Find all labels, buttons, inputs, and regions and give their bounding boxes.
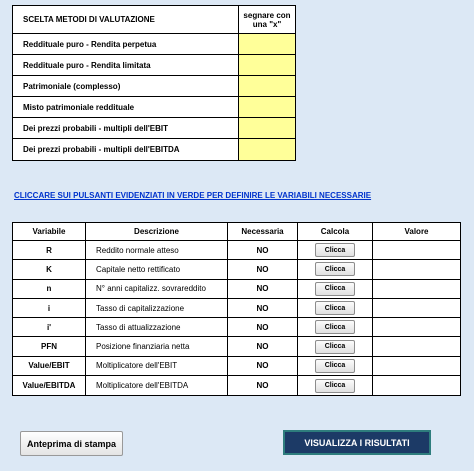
show-results-button[interactable]: VISUALIZZA I RISULTATI <box>283 430 431 455</box>
method-mark-cell[interactable] <box>239 34 295 54</box>
method-row <box>13 118 295 139</box>
variable-value <box>373 280 460 298</box>
variable-row-value-ebitda <box>13 376 460 395</box>
variable-row-i-prime <box>13 318 460 337</box>
variable-symbol: i' <box>13 318 86 336</box>
variable-necessaria: NO <box>228 376 298 395</box>
clicca-button-pfn[interactable]: Clicca <box>315 340 355 354</box>
variable-necessaria: NO <box>228 280 298 298</box>
variable-necessaria: NO <box>228 241 298 259</box>
method-mark-cell[interactable] <box>239 76 295 96</box>
variable-necessaria: NO <box>228 260 298 278</box>
method-label: Patrimoniale (complesso) <box>13 76 239 96</box>
variable-symbol: R <box>13 241 86 259</box>
variable-row-k <box>13 260 460 279</box>
method-label: Reddituale puro - Rendita limitata <box>13 55 239 75</box>
variable-value <box>373 337 460 355</box>
variable-description: Moltiplicatore dell'EBITDA <box>86 376 228 395</box>
variable-description: Reddito normale atteso <box>86 241 228 259</box>
clicca-button-value-ebit[interactable]: Clicca <box>315 359 355 373</box>
variable-row-r <box>13 241 460 260</box>
method-row <box>13 139 295 160</box>
clicca-button-k[interactable]: Clicca <box>315 262 355 276</box>
methods-header-mark: segnare con una "x" <box>243 10 291 29</box>
print-preview-button[interactable]: Anteprima di stampa <box>20 431 123 456</box>
variable-row-value-ebit <box>13 357 460 376</box>
header-descrizione: Descrizione <box>86 223 228 240</box>
header-necessaria: Necessaria <box>228 223 298 240</box>
variable-necessaria: NO <box>228 299 298 317</box>
variable-necessaria: NO <box>228 357 298 375</box>
variable-symbol: PFN <box>13 337 86 355</box>
method-mark-cell[interactable] <box>239 55 295 75</box>
variable-value <box>373 299 460 317</box>
method-row <box>13 55 295 76</box>
clicca-button-i[interactable]: Clicca <box>315 301 355 315</box>
method-row <box>13 97 295 118</box>
variable-symbol: Value/EBITDA <box>13 376 86 395</box>
header-valore: Valore <box>404 227 429 236</box>
variable-row-pfn <box>13 337 460 356</box>
variables-table <box>12 222 461 396</box>
variable-row-n <box>13 280 460 299</box>
method-row <box>13 76 295 97</box>
method-row <box>13 34 295 55</box>
variable-description: Moltiplicatore dell'EBIT <box>86 357 228 375</box>
methods-table-header <box>13 6 295 34</box>
variable-description: Tasso di capitalizzazione <box>86 299 228 317</box>
variables-table-header <box>13 223 460 241</box>
clicca-button-n[interactable]: Clicca <box>315 282 355 296</box>
method-label: Dei prezzi probabili - multipli dell'EBITDA <box>13 139 239 160</box>
instruction-text: CLICCARE SUI PULSANTI EVIDENZIATI IN VERDE PER DEFINIRE LE VARIABILI NECESSARIE <box>14 191 372 200</box>
variable-necessaria: NO <box>228 337 298 355</box>
method-label: Reddituale puro - Rendita perpetua <box>13 34 239 54</box>
clicca-button-value-ebitda[interactable]: Clicca <box>315 379 355 393</box>
variable-value <box>373 318 460 336</box>
method-label: Dei prezzi probabili - multipli dell'EBIT <box>13 118 239 138</box>
header-variabile: Variabile <box>13 223 86 240</box>
variable-necessaria: NO <box>228 318 298 336</box>
clicca-button-r[interactable]: Clicca <box>315 243 355 257</box>
variable-description: Tasso di attualizzazione <box>86 318 228 336</box>
variable-symbol: Value/EBIT <box>13 357 86 375</box>
variable-row-i <box>13 299 460 318</box>
variable-symbol: i <box>13 299 86 317</box>
method-label: Misto patrimoniale reddituale <box>13 97 239 117</box>
method-mark-cell[interactable] <box>239 139 295 160</box>
variable-description: Posizione finanziaria netta <box>86 337 228 355</box>
variable-value <box>373 357 460 375</box>
methods-table <box>12 5 296 161</box>
variable-value <box>373 260 460 278</box>
method-mark-cell[interactable] <box>239 118 295 138</box>
variable-symbol: n <box>13 280 86 298</box>
methods-header-label: SCELTA METODI DI VALUTAZIONE <box>13 6 239 33</box>
variable-value <box>373 376 460 395</box>
variable-description: N° anni capitalizz. sovrareddito <box>86 280 228 298</box>
header-calcola: Calcola <box>298 223 373 240</box>
variable-description: Capitale netto rettificato <box>86 260 228 278</box>
variable-symbol: K <box>13 260 86 278</box>
method-mark-cell[interactable] <box>239 97 295 117</box>
variable-value <box>373 241 460 259</box>
clicca-button-i-prime[interactable]: Clicca <box>315 320 355 334</box>
